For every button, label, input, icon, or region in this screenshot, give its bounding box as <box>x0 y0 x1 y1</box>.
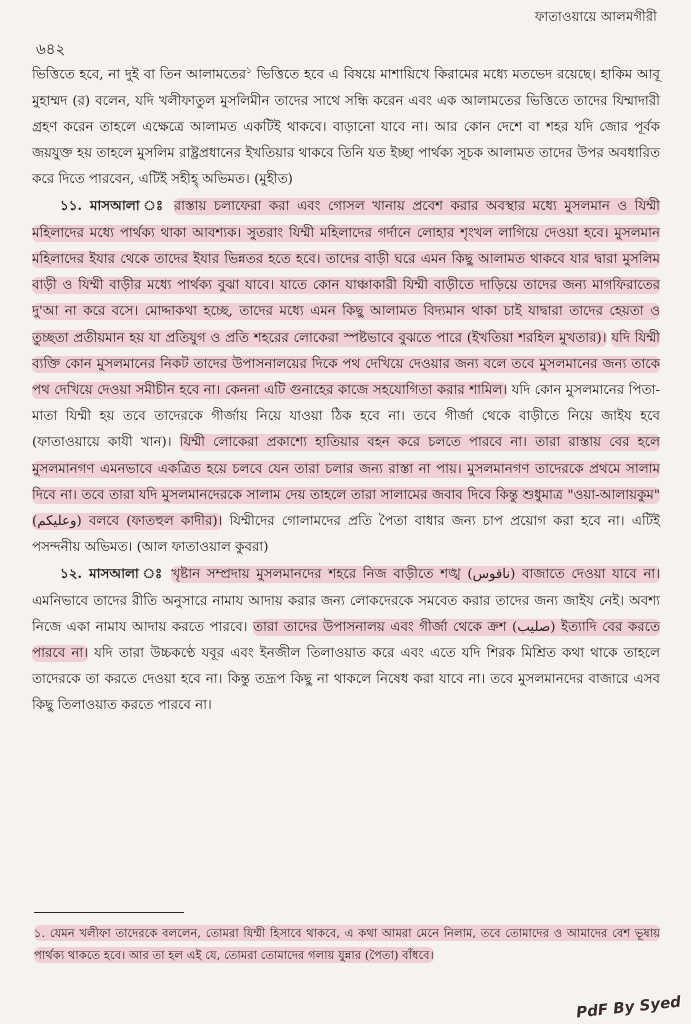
running-header: ফাতাওয়ায়ে আলমগীরী <box>534 10 657 25</box>
body-text <box>32 58 660 720</box>
masala-12-highlight-2: তারা তাদের উপাসনালয় এবং গীর্জা থেকে ক্রশ (صليب) ইত্যাদি বের করতে পারবে না। <box>32 619 660 661</box>
masala-11-highlight-3: যিম্মী লোকেরা প্রকাশ্যে হাতিয়ার বহন করে চলতে পারবে না। তারা রাস্তায় বের হলে মুসলমানগণ এমনভাবে একত্রিত হয়ে চলবে যেন তারা চলার জন্য রাস্তা না পায়। মুসলমানগণ তাদেরকে প্রথমে সালাম দিবে না। তবে তারা যদি মুসলমানদেরকে সালাম দেয় তাহলে তারা সালামের জবাব দিবে কিন্তু শুধুমাত্র "ওয়া-আলায়কুম" (وعليكم) বলবে (ফাতহুল কাদীর)। <box>32 435 661 529</box>
masala-11-highlight-2: যদি যিম্মী ব্যক্তি কোন মুসলমানের নিকট তাদের উপাসনালয়ের দিকে পথ দেখিয়ে দেওয়ার জন্য বলে তবে মুসলমানের জন্য তাকে পথ দেখিয়ে দেওয়া সমীচীন হবে না। কেননা এটি গুনাহের কাজে সহযোগিতা করার শামিল। <box>32 330 661 398</box>
masala-12-text-1: এমনিভাবে তাদের রীতি অনুসারে নামায আদায় করার জন্য লোকদেরকে সমবেত করার তাদের জন্য জাইয নেই। অবশ্য নিজে একা নামায আদায় করতে পারবে। <box>32 593 660 635</box>
masala-12-highlight-1: খৃষ্টান সম্প্রদায় মুসলমানদের শহরে নিজ বাড়ীতে শঙ্খ (ناقوس) বাজাতে দেওয়া যাবে না। <box>171 567 660 583</box>
watermark: PdF By Syed <box>575 992 682 1022</box>
footnote-divider <box>34 912 184 913</box>
masala-12-label: ১২. মাসআলা ঃ <box>60 566 165 583</box>
footnote-ref: ১ <box>246 66 252 76</box>
masala-11-paragraph <box>32 193 660 561</box>
page-number: ৬৪২ <box>36 40 66 58</box>
intro-text-a: ভিত্তিতে হবে, না দুই বা তিন আলামতের <box>32 67 247 83</box>
footnote <box>34 922 660 966</box>
intro-text-b: ভিত্তিতে হবে এ বিষয়ে মাশায়িখে কিরামের মধ্যে মতভেদ রয়েছে। হাকিম আবূ মুহাম্মদ (র) বলেন, যদি খলীফাতুল মুসলিমীন তাদের সাথে সন্ধি করেন এবং এক আলামতের ভিত্তিতে তাদের যিম্মাদারী গ্রহণ করেন তাহলে এক্ষেত্রে আলামত একটিই থাকবে। বাড়ানো যাবে না। আর কোন দেশে বা শহর যদি জোর পূর্বক জয়যুক্ত হয় তাহলে মুসলিম রাষ্ট্রপ্রধানের ইখতিয়ার থাকবে তিনি যত ইচ্ছা পার্থক্য সূচক আলামত তাদের উপর অবধারিত করে দিতে পারবেন, এটিই সহীহ্ অভিমত। (মুহীত) <box>32 67 660 188</box>
masala-11-highlight-1: রাস্তায় চলাফেরা করা এবং গোসল খানায় প্রবেশ করার অবস্থার মধ্যে মুসলমান ও যিম্মী মহিলাদের মধ্যে পার্থক্য থাকা আবশ্যক। সুতরাং যিম্মী মহিলাদের গর্দানে লোহার শৃংখল লাগিয়ে দেওয়া হবে। মুসলমান মহিলাদের ইযার থেকে তাদের ইযার ভিন্নতর হতে হবে। তাদের বাড়ী ঘরে এমন কিছু আলামত থাকবে যার দ্বারা মুসলিম বাড়ী ও যিম্মী বাড়ীর মধ্যে পার্থক্য বুঝা যাবে। যাতে কোন যাঞ্চাকারী যিম্মী বাড়ীতে দাড়িয়ে তাদের জন্য মাগফিরাতের দু'আ না করে বসে। মোদ্দাকথা হচ্ছে, তাদের মধ্যে এমন কিছু আলামত বিদ্যমান থাকা চাই যাদ্বারা তাদের হেয়তা ও তুচ্ছতা প্রতীয়মান হয় যা প্রতিযুগ ও প্রতি শহরের লোকেরা স্পষ্টভাবে বুঝতে পারে (ইখতিয়া শরহিল মুখতার)। <box>32 199 660 346</box>
masala-12-paragraph <box>32 561 660 719</box>
paragraph-intro <box>32 58 660 193</box>
masala-12-text-2: যদি তারা উচ্চকণ্ঠে যবূর এবং ইনজীল তিলাওয়াত করে এবং এতে যদি শিরক মিশ্রিত কথা থাকে তাহলে তাদেরকে তা করতে দেওয়া হবে না। কিন্তু তদ্রূপ কিছু না থাকলে নিষেধ করা যাবে না। তবে মুসলমানদের বাজারে এসব কিছু তিলাওয়াত করতে পারবে না। <box>32 645 660 714</box>
masala-11-text-1: যদি কোন মুসলমানের পিতা-মাতা যিম্মী হয় তবে তাদেরকে গীর্জায় নিয়ে যাওয়া ঠিক হবে না। তবে গীর্জা থেকে বাড়ীতে নিয়ে জাইয হবে (ফাতাওয়ায়ে কাযী খান)। <box>32 382 660 451</box>
masala-11-text-2: যিম্মীদের গোলামদের প্রতি পৈতা বাধার জন্য চাপ প্রয়োগ করা হবে না। এটিই পসন্দনীয় অভিমত। (আল ফাতাওয়াল কুবরা) <box>32 513 660 556</box>
footnote-text: ১. যেমন খলীফা তাদেরকে বললেন, তোমরা যিম্মী হিসাবে থাকবে, এ কথা আমরা মেনে নিলাম, তবে তোমাদের ও আমাদের বেশ ভূষায় পার্থক্য থাকতে হবে। আর তা হল এই যে, তোমরা তোমাদের গলায় যুন্নার (পৈতা) বাঁধবে। <box>34 926 661 962</box>
masala-11-label: ১১. মাসআলা ঃ <box>60 198 167 215</box>
